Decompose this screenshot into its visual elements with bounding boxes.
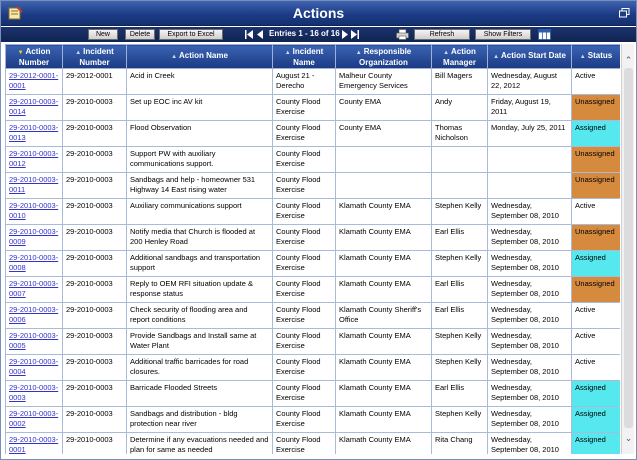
previous-page-icon[interactable] bbox=[256, 30, 264, 39]
cell-start-date: Wednesday, September 08, 2010 bbox=[488, 199, 572, 225]
table-row[interactable] bbox=[6, 329, 621, 355]
next-page-icon[interactable] bbox=[341, 30, 349, 39]
cell-organization: Klamath County EMA bbox=[336, 277, 432, 303]
column-header-label: Responsible Organization bbox=[359, 46, 412, 67]
cell-manager: Earl Ellis bbox=[432, 303, 488, 329]
table-row[interactable] bbox=[6, 251, 621, 277]
column-header[interactable] bbox=[488, 45, 572, 69]
table-row[interactable] bbox=[6, 95, 621, 121]
cell-incident-name: County Flood Exercise bbox=[273, 251, 336, 277]
cell-manager bbox=[432, 173, 488, 199]
table-row[interactable] bbox=[6, 173, 621, 199]
title-bar bbox=[1, 1, 636, 26]
cell-incident-name: August 21 - Derecho bbox=[273, 69, 336, 95]
cell-start-date: Wednesday, September 08, 2010 bbox=[488, 251, 572, 277]
column-header[interactable] bbox=[432, 45, 488, 69]
cell-action-name: Additional sandbags and transportation support bbox=[127, 251, 273, 277]
cell-action-number bbox=[6, 381, 63, 407]
new-button[interactable]: New bbox=[88, 29, 118, 40]
cell-action-number bbox=[6, 433, 63, 455]
cell-incident-number: 29-2010-0003 bbox=[63, 381, 127, 407]
cell-status: Assigned bbox=[572, 381, 621, 407]
cell-manager: Andy bbox=[432, 95, 488, 121]
cell-organization: Klamath County EMA bbox=[336, 355, 432, 381]
vertical-scrollbar[interactable] bbox=[621, 44, 634, 454]
entries-count: Entries 1 - 16 of 16 bbox=[269, 29, 340, 38]
cell-status: Unassigned bbox=[572, 95, 621, 121]
column-header[interactable] bbox=[273, 45, 336, 69]
cell-status: Unassigned bbox=[572, 147, 621, 173]
cell-status: Assigned bbox=[572, 407, 621, 433]
cell-incident-number: 29-2010-0003 bbox=[63, 225, 127, 251]
cell-action-number bbox=[6, 225, 63, 251]
action-number-link[interactable]: 29-2010-0003-0013 bbox=[9, 123, 59, 142]
cell-action-number bbox=[6, 277, 63, 303]
cell-manager: Stephen Kelly bbox=[432, 329, 488, 355]
column-header-label: Incident Number bbox=[79, 46, 114, 67]
cell-action-name: Check security of flooding area and report conditions bbox=[127, 303, 273, 329]
cell-organization: Klamath County EMA bbox=[336, 225, 432, 251]
show-filters-button[interactable]: Show Filters bbox=[475, 29, 531, 40]
export-to-excel-button[interactable]: Export to Excel bbox=[159, 29, 223, 40]
cell-organization: Klamath County EMA bbox=[336, 199, 432, 225]
cell-start-date: Wednesday, September 08, 2010 bbox=[488, 329, 572, 355]
cell-incident-number: 29-2010-0003 bbox=[63, 407, 127, 433]
cell-action-name: Notify media that Church is flooded at 200 Henley Road bbox=[127, 225, 273, 251]
action-number-link[interactable]: 29-2010-0003-0011 bbox=[9, 175, 59, 194]
cell-action-number bbox=[6, 407, 63, 433]
cell-manager: Thomas Nicholson bbox=[432, 121, 488, 147]
cell-manager: Stephen Kelly bbox=[432, 199, 488, 225]
cell-organization: County EMA bbox=[336, 95, 432, 121]
cell-incident-number: 29-2010-0003 bbox=[63, 199, 127, 225]
cell-start-date: Wednesday, August 22, 2012 bbox=[488, 69, 572, 95]
cell-manager: Bill Magers bbox=[432, 69, 488, 95]
cell-organization: County EMA bbox=[336, 121, 432, 147]
cell-action-number bbox=[6, 95, 63, 121]
cell-incident-name: County Flood Exercise bbox=[273, 95, 336, 121]
cell-action-number bbox=[6, 69, 63, 95]
table-row[interactable] bbox=[6, 303, 621, 329]
cell-incident-number: 29-2010-0003 bbox=[63, 329, 127, 355]
cell-manager: Stephen Kelly bbox=[432, 355, 488, 381]
cell-start-date: Friday, August 19, 2011 bbox=[488, 95, 572, 121]
cell-action-name: Sandbags and distribution - bldg protection near river bbox=[127, 407, 273, 433]
cell-incident-name: County Flood Exercise bbox=[273, 433, 336, 455]
cell-incident-number: 29-2010-0003 bbox=[63, 251, 127, 277]
cell-manager: Stephen Kelly bbox=[432, 407, 488, 433]
sort-ascending-icon[interactable]: ▲ bbox=[579, 54, 586, 60]
scroll-up-arrow-icon[interactable]: ⌃ bbox=[624, 55, 633, 65]
cell-action-name: Additional traffic barricades for road closures. bbox=[127, 355, 273, 381]
first-page-icon[interactable] bbox=[245, 30, 253, 39]
action-number-link[interactable]: 29-2010-0003-0004 bbox=[9, 357, 59, 376]
restore-window-icon[interactable] bbox=[619, 8, 630, 18]
cell-organization: Klamath County EMA bbox=[336, 329, 432, 355]
last-page-icon[interactable] bbox=[351, 30, 359, 39]
cell-incident-number: 29-2010-0003 bbox=[63, 355, 127, 381]
cell-incident-name: County Flood Exercise bbox=[273, 303, 336, 329]
action-number-link[interactable]: 29-2010-0003-0007 bbox=[9, 279, 59, 298]
sort-ascending-icon[interactable]: ▲ bbox=[284, 49, 291, 56]
window-title: Actions bbox=[292, 5, 345, 21]
cell-manager: Earl Ellis bbox=[432, 225, 488, 251]
table-row[interactable] bbox=[6, 355, 621, 381]
table-row[interactable] bbox=[6, 381, 621, 407]
cell-action-number bbox=[6, 147, 63, 173]
cell-status: Assigned bbox=[572, 433, 621, 455]
cell-status: Assigned bbox=[572, 121, 621, 147]
column-chooser-icon[interactable] bbox=[538, 29, 551, 40]
table-body bbox=[6, 69, 621, 455]
column-header-label: Incident Name bbox=[292, 46, 324, 67]
cell-status: Assigned bbox=[572, 251, 621, 277]
sort-ascending-icon[interactable]: ▲ bbox=[355, 49, 362, 56]
column-header-label: Status bbox=[587, 51, 613, 60]
cell-action-name: Acid in Creek bbox=[127, 69, 273, 95]
cell-start-date: Wednesday, September 08, 2010 bbox=[488, 225, 572, 251]
cell-incident-name: County Flood Exercise bbox=[273, 407, 336, 433]
cell-action-name: Determine if any evacuations needed and plan for same as needed bbox=[127, 433, 273, 455]
table-row[interactable] bbox=[6, 433, 621, 455]
column-header[interactable] bbox=[572, 45, 621, 69]
cell-incident-number: 29-2010-0003 bbox=[63, 121, 127, 147]
action-number-link[interactable]: 29-2010-0003-0014 bbox=[9, 97, 59, 116]
cell-start-date: Wednesday, September 08, 2010 bbox=[488, 303, 572, 329]
cell-incident-name: County Flood Exercise bbox=[273, 173, 336, 199]
cell-incident-number: 29-2010-0003 bbox=[63, 147, 127, 173]
sort-ascending-icon[interactable]: ▲ bbox=[75, 49, 82, 56]
column-header[interactable] bbox=[127, 45, 273, 69]
action-number-link[interactable]: 29-2010-0003-0002 bbox=[9, 409, 59, 428]
sort-ascending-icon[interactable]: ▲ bbox=[171, 54, 178, 60]
cell-action-number bbox=[6, 251, 63, 277]
cell-status: Active bbox=[572, 329, 621, 355]
cell-start-date: Wednesday, September 08, 2010 bbox=[488, 355, 572, 381]
cell-action-name: Sandbags and help - homeowner 531 Highway 14 East rising water bbox=[127, 173, 273, 199]
table-row[interactable] bbox=[6, 225, 621, 251]
toolbar bbox=[1, 27, 636, 42]
cell-action-name: Support PW with auxiliary communications support. bbox=[127, 147, 273, 173]
cell-action-number bbox=[6, 121, 63, 147]
table-row[interactable] bbox=[6, 199, 621, 225]
cell-organization: Klamath County EMA bbox=[336, 251, 432, 277]
cell-organization: Klamath County EMA bbox=[336, 407, 432, 433]
cell-action-number bbox=[6, 303, 63, 329]
action-number-link[interactable]: 29-2010-0003-0010 bbox=[9, 201, 59, 220]
cell-manager: Rita Chang bbox=[432, 433, 488, 455]
cell-status: Active bbox=[572, 355, 621, 381]
cell-status: Unassigned bbox=[572, 225, 621, 251]
cell-organization: Klamath County EMA bbox=[336, 381, 432, 407]
cell-status: Active bbox=[572, 199, 621, 225]
cell-manager: Earl Ellis bbox=[432, 381, 488, 407]
actions-table bbox=[5, 44, 620, 454]
action-number-link[interactable]: 29-2010-0003-0008 bbox=[9, 253, 59, 272]
pager bbox=[245, 28, 365, 41]
cell-action-number bbox=[6, 355, 63, 381]
table-row[interactable] bbox=[6, 121, 621, 147]
cell-incident-name: County Flood Exercise bbox=[273, 121, 336, 147]
action-number-link[interactable]: 29-2010-0003-0012 bbox=[9, 149, 59, 168]
sort-descending-icon[interactable]: ▼ bbox=[17, 49, 24, 56]
actions-grid bbox=[5, 44, 620, 454]
cell-action-number bbox=[6, 329, 63, 355]
cell-start-date: Wednesday, September 08, 2010 bbox=[488, 433, 572, 455]
cell-start-date: Wednesday, September 08, 2010 bbox=[488, 277, 572, 303]
action-number-link[interactable]: 29-2010-0003-0001 bbox=[9, 435, 59, 454]
cell-organization: Malheur County Emergency Services bbox=[336, 69, 432, 95]
cell-incident-name: County Flood Exercise bbox=[273, 329, 336, 355]
cell-status: Unassigned bbox=[572, 277, 621, 303]
table-row[interactable] bbox=[6, 277, 621, 303]
cell-incident-name: County Flood Exercise bbox=[273, 355, 336, 381]
cell-organization bbox=[336, 147, 432, 173]
cell-start-date bbox=[488, 173, 572, 199]
cell-action-number bbox=[6, 199, 63, 225]
scroll-down-arrow-icon[interactable]: ⌄ bbox=[624, 433, 633, 443]
cell-incident-number: 29-2010-0003 bbox=[63, 95, 127, 121]
column-header-label: Action Name bbox=[179, 51, 228, 60]
cell-manager: Stephen Kelly bbox=[432, 251, 488, 277]
delete-button[interactable]: Delete bbox=[125, 29, 155, 40]
cell-status: Active bbox=[572, 303, 621, 329]
column-header-label: Action Start Date bbox=[501, 51, 566, 60]
cell-status: Unassigned bbox=[572, 173, 621, 199]
cell-start-date: Wednesday, September 08, 2010 bbox=[488, 381, 572, 407]
action-number-link[interactable]: 29-2010-0003-0003 bbox=[9, 383, 59, 402]
cell-manager bbox=[432, 147, 488, 173]
table-row[interactable] bbox=[6, 69, 621, 95]
refresh-button[interactable]: Refresh bbox=[414, 29, 470, 40]
cell-organization bbox=[336, 173, 432, 199]
cell-organization: Klamath County Sheriff's Office bbox=[336, 303, 432, 329]
action-number-link[interactable]: 29-2012-0001-0001 bbox=[9, 71, 59, 90]
cell-action-name: Flood Observation bbox=[127, 121, 273, 147]
table-row[interactable] bbox=[6, 147, 621, 173]
cell-incident-number: 29-2010-0003 bbox=[63, 433, 127, 455]
cell-incident-number: 29-2010-0003 bbox=[63, 277, 127, 303]
cell-action-name: Set up EOC inc AV kit bbox=[127, 95, 273, 121]
printer-icon[interactable] bbox=[396, 29, 409, 40]
cell-status: Active bbox=[572, 69, 621, 95]
cell-incident-name: County Flood Exercise bbox=[273, 277, 336, 303]
cell-start-date: Wednesday, September 08, 2010 bbox=[488, 407, 572, 433]
action-number-link[interactable]: 29-2010-0003-0005 bbox=[9, 331, 59, 350]
cell-incident-name: County Flood Exercise bbox=[273, 199, 336, 225]
cell-incident-number: 29-2010-0003 bbox=[63, 173, 127, 199]
table-row[interactable] bbox=[6, 407, 621, 433]
cell-start-date bbox=[488, 147, 572, 173]
column-header[interactable] bbox=[6, 45, 63, 69]
cell-action-name: Barricade Flooded Streets bbox=[127, 381, 273, 407]
cell-action-name: Reply to OEM RFI situation update & response status bbox=[127, 277, 273, 303]
cell-manager: Earl Ellis bbox=[432, 277, 488, 303]
cell-incident-number: 29-2010-0003 bbox=[63, 303, 127, 329]
action-number-link[interactable]: 29-2010-0003-0006 bbox=[9, 305, 59, 324]
cell-incident-name: County Flood Exercise bbox=[273, 381, 336, 407]
cell-start-date: Monday, July 25, 2011 bbox=[488, 121, 572, 147]
column-header[interactable] bbox=[63, 45, 127, 69]
cell-action-name: Auxiliary communications support bbox=[127, 199, 273, 225]
cell-action-name: Provide Sandbags and Install same at Water Plant bbox=[127, 329, 273, 355]
column-header-label: Action Number bbox=[18, 46, 51, 67]
table-header-row bbox=[6, 45, 621, 69]
cell-organization: Klamath County EMA bbox=[336, 433, 432, 455]
sort-ascending-icon[interactable]: ▲ bbox=[443, 49, 450, 56]
cell-incident-name: County Flood Exercise bbox=[273, 225, 336, 251]
scroll-thumb[interactable] bbox=[624, 68, 633, 428]
column-header[interactable] bbox=[336, 45, 432, 69]
cell-incident-name: County Flood Exercise bbox=[273, 147, 336, 173]
sort-ascending-icon[interactable]: ▲ bbox=[493, 54, 500, 60]
column-header-label: Action Manager bbox=[443, 46, 476, 67]
cell-incident-number: 29-2012-0001 bbox=[63, 69, 127, 95]
action-number-link[interactable]: 29-2010-0003-0009 bbox=[9, 227, 59, 246]
cell-action-number bbox=[6, 173, 63, 199]
